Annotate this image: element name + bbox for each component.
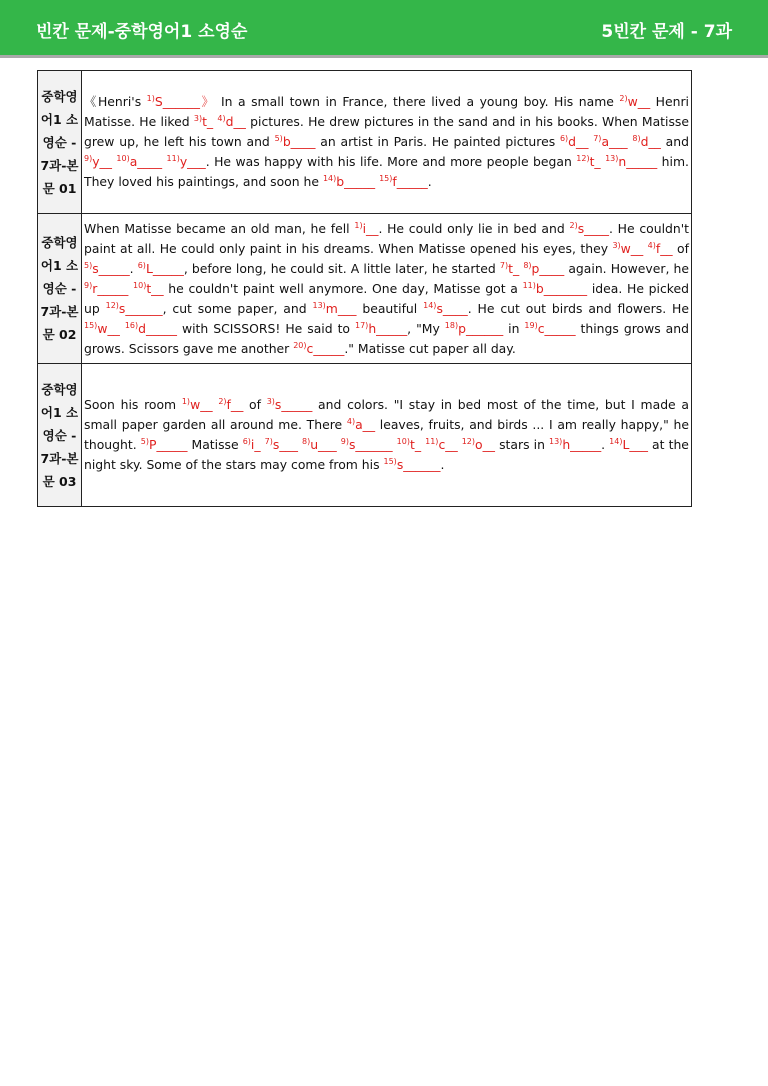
blank-item — [500, 261, 519, 276]
blank-number: 14) — [609, 437, 623, 446]
blank-hint: w__ — [190, 397, 213, 412]
blank-hint: w__ — [620, 240, 644, 256]
blank-hint: f__ — [655, 240, 673, 256]
blank-hint: s_____ — [274, 397, 313, 412]
blank-item — [397, 437, 421, 452]
blank-hint: f_____ — [392, 174, 428, 189]
blank-number: 1) — [146, 94, 155, 103]
blank-item — [341, 437, 393, 452]
blank-hint: a__ — [355, 417, 376, 432]
exercise-row-01 — [38, 71, 692, 214]
blank-hint: s____ — [436, 300, 468, 316]
blank-hint: t_ — [508, 260, 520, 276]
blank-item — [570, 221, 609, 236]
blank-item — [549, 437, 601, 452]
blank-hint: t__ — [146, 280, 164, 296]
blank-item — [218, 397, 243, 412]
blank-number: 13) — [549, 437, 563, 446]
passage-segment: , before long, he could sit. A little later, he started — [183, 260, 500, 276]
blank-number: 6) — [242, 437, 251, 446]
blank-hint: o__ — [475, 437, 496, 452]
blank-item — [133, 281, 164, 296]
blank-item — [84, 321, 120, 336]
blank-number: 20) — [293, 340, 307, 350]
blank-number: 4) — [346, 417, 356, 426]
blank-item — [84, 281, 128, 296]
blank-item — [609, 437, 648, 452]
blank-hint: a____ — [129, 154, 163, 169]
blank-hint: b____ — [282, 134, 316, 149]
passage-segment: him. They loved his paintings, and soon he — [84, 154, 689, 189]
passage-segment: idea. He picked up — [84, 280, 689, 316]
blank-number: 4) — [647, 240, 656, 250]
passage-segment: . He cut out birds and flowers. He — [467, 300, 689, 316]
blank-number: 15) — [383, 457, 397, 466]
blank-number: 6) — [559, 134, 569, 143]
blank-hint: c__ — [438, 437, 458, 452]
blank-number: 16) — [124, 320, 139, 330]
blank-hint: a___ — [601, 134, 628, 149]
passage-segment: . — [601, 437, 610, 452]
passage-segment: . — [427, 174, 432, 189]
passage-segment: he couldn't paint well anymore. One day, Matisse got a — [163, 280, 523, 296]
blank-hint: d__ — [640, 134, 661, 149]
blank-hint: s___ — [272, 437, 298, 452]
blank-hint: S______》 — [154, 94, 216, 109]
blank-item — [293, 341, 344, 356]
blank-item — [125, 321, 177, 336]
blank-number: 11) — [166, 154, 180, 163]
blank-number: 7) — [264, 437, 273, 446]
blank-number: 13) — [312, 300, 326, 310]
blank-number: 2) — [569, 220, 578, 230]
passage-segment: and colors. "I stay in bed most of the time, but I made a small paper garden all around me. There — [84, 397, 689, 432]
blank-item — [267, 397, 313, 412]
header-title: 빈칸 문제-중학영어1 소영순 — [36, 22, 248, 42]
blank-item — [445, 321, 503, 336]
blank-hint: u___ — [310, 437, 337, 452]
blank-item — [384, 457, 441, 472]
blank-item — [593, 134, 627, 149]
header-section-title: 5빈칸 문제 - 7과 — [601, 22, 732, 42]
blank-number: 4) — [217, 114, 226, 123]
blank-hint: h_____ — [562, 437, 602, 452]
blank-number: 3) — [266, 397, 275, 406]
passage-segment: . He could only lie in bed and — [378, 220, 570, 236]
blank-item — [423, 301, 468, 316]
passage-segment: of — [672, 240, 689, 256]
blank-number: 18) — [444, 320, 459, 330]
blank-item — [138, 261, 184, 276]
page-header — [0, 0, 768, 58]
blank-item — [632, 134, 660, 149]
blank-hint: f__ — [226, 397, 244, 412]
blank-item — [243, 437, 261, 452]
passage-segment: things grows and grows. Scissors gave me another — [84, 320, 689, 356]
blank-number: 7) — [593, 134, 602, 143]
blank-item — [648, 241, 673, 256]
row-label: 중학영어1 소영순 - 7과-본문 03 — [38, 364, 82, 507]
blank-number: 14) — [423, 300, 437, 310]
blank-number: 12) — [576, 154, 590, 163]
passage-segment: stars in — [495, 437, 549, 452]
passage-segment: with SCISSORS! He said to — [176, 320, 355, 336]
passage-segment: . — [129, 260, 138, 276]
blank-hint: L___ — [622, 437, 648, 452]
passage-segment: . He was happy with his life. More and more people began — [205, 154, 577, 169]
row-label: 중학영어1 소영순 - 7과-본문 02 — [38, 214, 82, 364]
blank-hint: s______ — [396, 457, 441, 472]
exercise-table — [37, 70, 692, 507]
passage-segment: and — [660, 134, 689, 149]
blank-number: 12) — [105, 300, 119, 310]
passage-segment: pictures. He drew pictures in the sand and in his books. When Matisse grew up, he left his town and — [84, 114, 689, 149]
blank-number: 1) — [354, 220, 363, 230]
passage-segment: an artist in Paris. He painted pictures — [315, 134, 560, 149]
passage-segment: . — [440, 457, 445, 472]
passage-segment: , cut some paper, and — [162, 300, 313, 316]
blank-hint: n_____ — [618, 154, 658, 169]
blank-hint: d__ — [225, 114, 246, 129]
blank-number: 2) — [619, 94, 628, 103]
blank-item — [462, 437, 495, 452]
blank-number: 7) — [499, 260, 509, 270]
blank-item — [84, 261, 130, 276]
passage-segment: in — [503, 320, 525, 336]
blank-item — [141, 437, 188, 452]
blank-item — [523, 261, 564, 276]
passage-segment: Henri Matisse. He liked — [84, 94, 689, 129]
blank-hint: i_ — [250, 437, 261, 452]
blank-hint: m___ — [325, 300, 357, 316]
passage-segment: . He couldn't paint at all. He could only paint in his dreams. When Matisse opened his eyes, they — [84, 220, 690, 256]
blank-hint: b_______ — [535, 280, 588, 296]
blank-number: 9) — [84, 280, 93, 290]
blank-number: 5) — [84, 260, 93, 270]
blank-hint: y__ — [92, 154, 112, 169]
passage-text — [82, 214, 692, 364]
blank-number: 5) — [140, 437, 149, 446]
blank-number: 13) — [605, 154, 619, 163]
blank-number: 14) — [322, 174, 337, 183]
passage-segment: When Matisse became an old man, he fell — [84, 220, 355, 236]
blank-number: 19) — [524, 320, 538, 330]
blank-item — [147, 94, 216, 109]
blank-hint: t_ — [202, 114, 214, 129]
blank-item — [560, 134, 588, 149]
blank-item — [302, 437, 337, 452]
blank-hint: L_____ — [145, 260, 184, 276]
blank-number: 10) — [396, 437, 410, 446]
blank-item — [605, 154, 657, 169]
blank-item — [355, 321, 407, 336]
blank-hint: w__ — [97, 320, 120, 336]
blank-number: 3) — [193, 114, 203, 123]
blank-hint: i__ — [362, 220, 379, 236]
blank-item — [425, 437, 458, 452]
passage-segment: 《Henri's — [84, 94, 147, 109]
blank-hint: t_ — [589, 154, 601, 169]
passage-segment: beautiful — [356, 300, 424, 316]
blank-hint: c_____ — [537, 320, 576, 336]
blank-hint: d_____ — [138, 320, 177, 336]
blank-number: 15) — [84, 320, 98, 330]
blank-hint: p______ — [458, 320, 504, 336]
blank-number: 9) — [84, 154, 93, 163]
blank-item — [194, 114, 213, 129]
blank-number: 5) — [274, 134, 283, 143]
blank-item — [523, 281, 588, 296]
passage-segment: of — [243, 397, 267, 412]
row-label: 중학영어1 소영순 - 7과-본문 01 — [38, 71, 82, 214]
blank-number: 17) — [355, 320, 369, 330]
blank-number: 11) — [425, 437, 439, 446]
blank-number: 8) — [523, 260, 532, 270]
passage-text — [82, 71, 692, 214]
passage-segment: In a small town in France, there lived a young boy. His name — [215, 94, 620, 109]
blank-item — [619, 94, 650, 109]
blank-number: 15) — [379, 174, 393, 183]
blank-hint: b_____ — [336, 174, 376, 189]
blank-number: 8) — [301, 437, 311, 446]
blank-hint: s_____ — [92, 260, 130, 276]
blank-number: 10) — [133, 280, 147, 290]
blank-hint: P_____ — [148, 437, 188, 452]
blank-item — [167, 154, 206, 169]
blank-hint: s______ — [118, 300, 163, 316]
exercise-row-03 — [38, 364, 692, 507]
blank-item — [524, 321, 575, 336]
blank-hint: c_____ — [306, 340, 345, 356]
blank-number: 1) — [181, 397, 191, 406]
blank-item — [323, 174, 375, 189]
blank-item — [379, 174, 428, 189]
passage-segment: , "My — [407, 320, 445, 336]
passage-segment: Matisse — [187, 437, 243, 452]
blank-number: 8) — [632, 134, 641, 143]
blank-number: 10) — [116, 154, 130, 163]
blank-item — [275, 134, 316, 149]
blank-hint: h_____ — [368, 320, 408, 336]
blank-number: 12) — [461, 437, 476, 446]
blank-item — [265, 437, 298, 452]
blank-item — [354, 221, 378, 236]
blank-hint: s____ — [577, 220, 609, 236]
blank-number: 3) — [612, 240, 621, 250]
blank-item — [217, 114, 245, 129]
passage-segment: leaves, fruits, and birds ... I am really happy," he thought. — [84, 417, 689, 452]
blank-item — [84, 154, 112, 169]
blank-hint: d__ — [568, 134, 589, 149]
passage-segment: at the night sky. Some of the stars may come from his — [84, 437, 689, 472]
blank-number: 6) — [137, 260, 146, 270]
blank-item — [182, 397, 213, 412]
blank-item — [106, 301, 163, 316]
exercise-row-02 — [38, 214, 692, 364]
blank-number: 2) — [218, 397, 227, 406]
blank-item — [612, 241, 643, 256]
blank-hint: s______ — [348, 437, 393, 452]
blank-hint: r_____ — [92, 280, 129, 296]
passage-segment: Soon his room — [84, 397, 182, 412]
blank-hint: y___ — [179, 154, 206, 169]
passage-text — [82, 364, 692, 507]
blank-hint: p____ — [531, 260, 565, 276]
blank-number: 11) — [522, 280, 536, 290]
blank-hint: t_ — [409, 437, 422, 452]
passage-segment: again. However, he — [564, 260, 689, 276]
blank-number: 9) — [340, 437, 349, 446]
blank-hint: w__ — [627, 94, 651, 109]
passage-segment: ." Matisse cut paper all day. — [344, 340, 516, 356]
blank-item — [576, 154, 600, 169]
blank-item — [116, 154, 162, 169]
blank-item — [347, 417, 375, 432]
blank-item — [312, 301, 356, 316]
